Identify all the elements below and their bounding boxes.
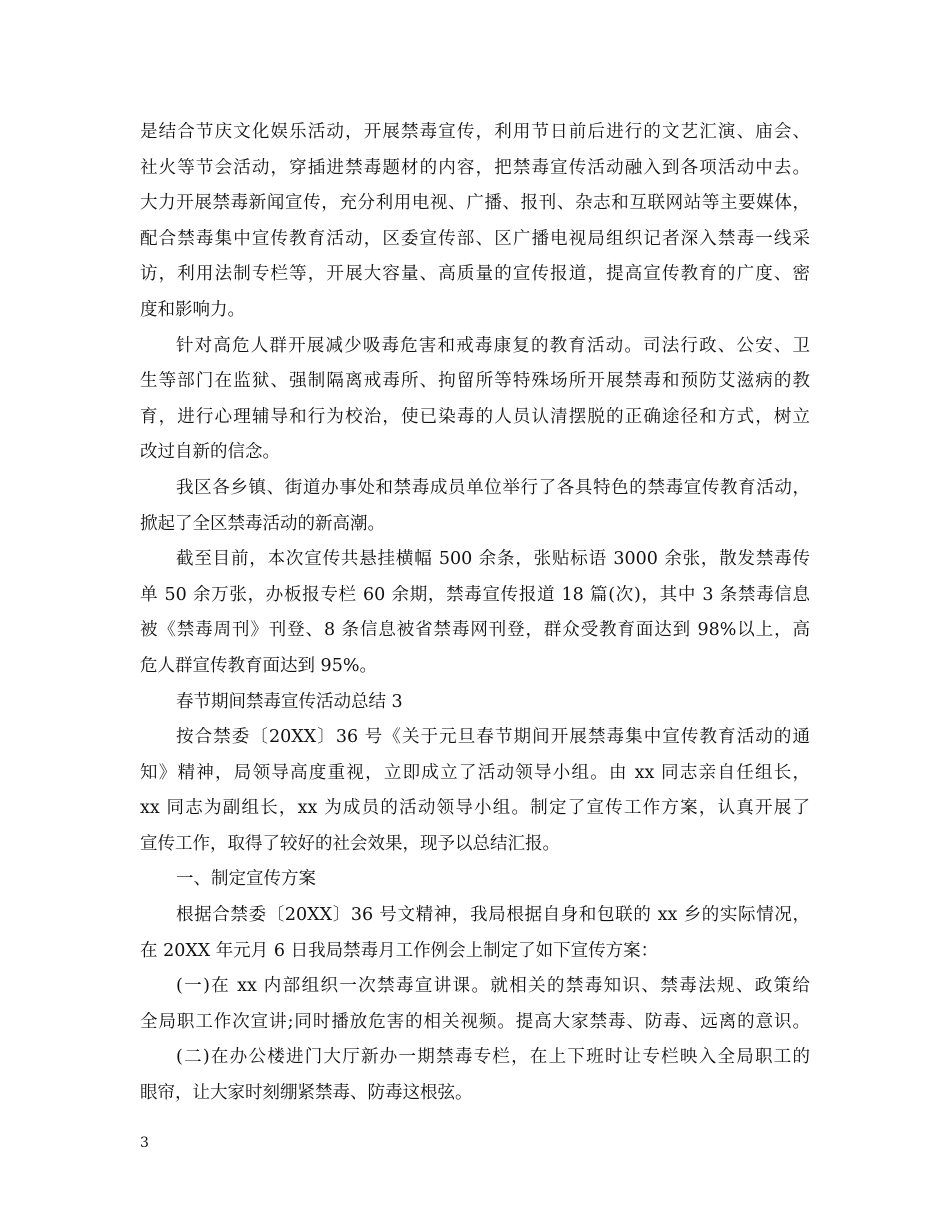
text-line: 访，利用法制专栏等，开展大容量、高质量的宣传报道，提高宣传教育的广度、密 (140, 264, 810, 285)
page-number: 3 (140, 1135, 149, 1151)
text-line: 社火等节会活动，穿插进禁毒题材的内容，把禁毒宣传活动融入到各项活动中去。 (140, 157, 810, 178)
text-line: 被《禁毒周刊》刊登、8 条信息被省禁毒网刊登，群众受教育面达到 98%以上，高 (140, 620, 810, 641)
text-line: 育，进行心理辅导和行为校治，使已染毒的人员认清摆脱的正确途径和方式，树立 (140, 406, 810, 427)
text-line: 我区各乡镇、街道办事处和禁毒成员单位举行了各具特色的禁毒宣传教育活动， (176, 477, 810, 498)
text-line: 针对高危人群开展减少吸毒危害和戒毒康复的教育活动。司法行政、公安、卫 (176, 335, 810, 356)
text-line: 按合禁委〔20XX〕36 号《关于元旦春节期间开展禁毒集中宣传教育活动的通 (176, 727, 810, 748)
text-line: 生等部门在监狱、强制隔离戒毒所、拘留所等特殊场所开展禁毒和预防艾滋病的教 (140, 371, 810, 392)
section-title: 春节期间禁毒宣传活动总结 3 (176, 691, 403, 712)
text-line: 全局职工作次宣讲;同时播放危害的相关视频。提高大家禁毒、防毒、远离的意识。 (140, 1011, 810, 1032)
text-line: 配合禁毒集中宣传教育活动，区委宣传部、区广播电视局组织记者深入禁毒一线采 (140, 228, 810, 249)
text-line: 知》精神，局领导高度重视，立即成立了活动领导小组。由 xx 同志亲自任组长， (140, 762, 810, 783)
text-line: 宣传工作，取得了较好的社会效果，现予以总结汇报。 (140, 833, 560, 854)
text-line: 截至目前，本次宣传共悬挂横幅 500 余条，张贴标语 3000 余张，散发禁毒传 (176, 549, 810, 570)
text-line: xx 同志为副组长，xx 为成员的活动领导小组。制定了宣传工作方案，认真开展了 (140, 798, 810, 819)
text-line: (二)在办公楼进门大厅新办一期禁毒专栏，在上下班时让专栏映入全局职工的 (176, 1047, 810, 1068)
text-line: 度和影响力。 (140, 299, 245, 320)
text-line: (一)在 xx 内部组织一次禁毒宣讲课。就相关的禁毒知识、禁毒法规、政策给 (176, 976, 810, 997)
document-body (140, 115, 810, 1112)
subsection-title: 一、制定宣传方案 (176, 869, 316, 890)
text-line: 眼帘，让大家时刻绷紧禁毒、防毒这根弦。 (140, 1083, 473, 1104)
text-line: 掀起了全区禁毒活动的新高潮。 (140, 513, 385, 534)
text-line: 改过自新的信念。 (140, 442, 280, 463)
text-line: 单 50 余万张，办板报专栏 60 余期，禁毒宣传报道 18 篇(次)，其中 3 条禁毒信息 (140, 584, 810, 605)
text-line: 危人群宣传教育面达到 95%。 (140, 655, 377, 676)
text-line: 大力开展禁毒新闻宣传，充分利用电视、广播、报刊、杂志和互联网站等主要媒体， (140, 193, 810, 214)
text-line: 在 20XX 年元月 6 日我局禁毒月工作例会上制定了如下宣传方案： (140, 940, 659, 961)
text-line: 是结合节庆文化娱乐活动，开展禁毒宣传，利用节日前后进行的文艺汇演、庙会、 (140, 122, 810, 142)
text-line: 根据合禁委〔20XX〕36 号文精神，我局根据自身和包联的 xx 乡的实际情况， (176, 905, 810, 926)
